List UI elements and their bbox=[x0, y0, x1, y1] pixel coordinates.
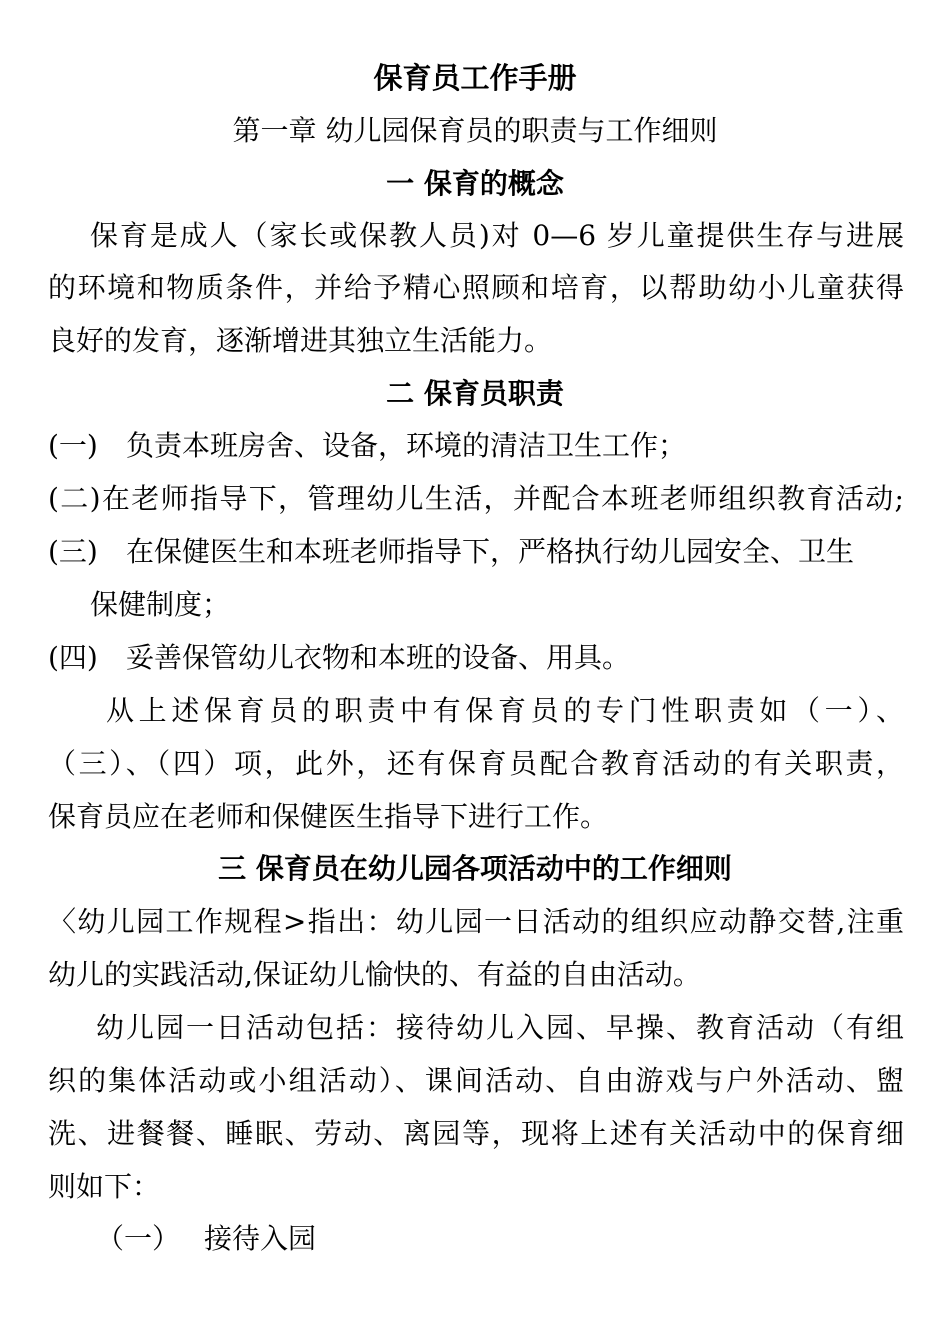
duty-item-number: (三) bbox=[48, 535, 98, 568]
section3-heading: 三 保育员在幼儿园各项活动中的工作细则 bbox=[218, 852, 732, 885]
section2-para-line-3: 保育员应在老师和保健医生指导下进行工作。 bbox=[48, 800, 609, 833]
duty-item-text: 妥善保管幼儿衣物和本班的设备、用具。 bbox=[126, 641, 631, 674]
duty-item-3 bbox=[48, 534, 904, 570]
section3-para1-line-1: 〈幼儿园工作规程>指出：幼儿园一日活动的组织应动静交替,注重 bbox=[48, 905, 904, 938]
duty-item-number: (二) bbox=[48, 482, 101, 515]
duty-item-number: (一) bbox=[48, 429, 98, 462]
section2-heading: 二 保育员职责 bbox=[386, 377, 564, 410]
section3-para1-line-2: 幼儿的实践活动,保证幼儿愉快的、有益的自由活动。 bbox=[48, 958, 701, 991]
duty-item-number: (四) bbox=[48, 641, 98, 674]
duty-item-1 bbox=[48, 428, 904, 464]
section2-para-line-2: （三）、（四）项，此外，还有保育员配合教育活动的有关职责， bbox=[48, 747, 904, 780]
section1-line-2: 的环境和物质条件，并给予精心照顾和培育，以帮助幼小儿童获得 bbox=[48, 271, 904, 304]
subsection-number: （一） bbox=[96, 1222, 181, 1255]
section3-para2-line-2: 织的集体活动或小组活动）、课间活动、自由游戏与户外活动、盥 bbox=[48, 1064, 904, 1097]
duty-item-4 bbox=[48, 640, 904, 676]
section2-para-line-1: 从上述保育员的职责中有保育员的专门性职责如（一）、 bbox=[106, 694, 904, 727]
subsection-item-1 bbox=[96, 1221, 904, 1257]
duty-item-text: 在老师指导下，管理幼儿生活，并配合本班老师组织教育活动; bbox=[100, 482, 904, 515]
section1-line-3: 良好的发育，逐渐增进其独立生活能力。 bbox=[48, 324, 553, 357]
chapter-title: 第一章 幼儿园保育员的职责与工作细则 bbox=[232, 114, 718, 147]
subsection-title: 接待入园 bbox=[204, 1222, 317, 1255]
section3-para2-line-3: 洗、进餐餐、睡眠、劳动、离园等，现将上述有关活动中的保育细 bbox=[48, 1117, 904, 1150]
section3-para2-line-1: 幼儿园一日活动包括：接待幼儿入园、早操、教育活动（有组 bbox=[96, 1011, 904, 1044]
section1-line-1: 保育是成人（家长或保教人员)对 0—6 岁儿童提供生存与进展 bbox=[90, 219, 904, 252]
duty-item-2 bbox=[48, 481, 904, 517]
duty-item-3-continuation: 保健制度； bbox=[90, 588, 231, 621]
duty-item-text: 在保健医生和本班老师指导下，严格执行幼儿园安全、卫生 bbox=[126, 535, 855, 568]
duty-item-text: 负责本班房舍、设备，环境的清洁卫生工作； bbox=[126, 429, 687, 462]
document-title: 保育员工作手册 bbox=[373, 61, 577, 95]
section1-heading: 一 保育的概念 bbox=[386, 167, 564, 200]
section3-para2-line-4: 则如下： bbox=[48, 1170, 161, 1203]
